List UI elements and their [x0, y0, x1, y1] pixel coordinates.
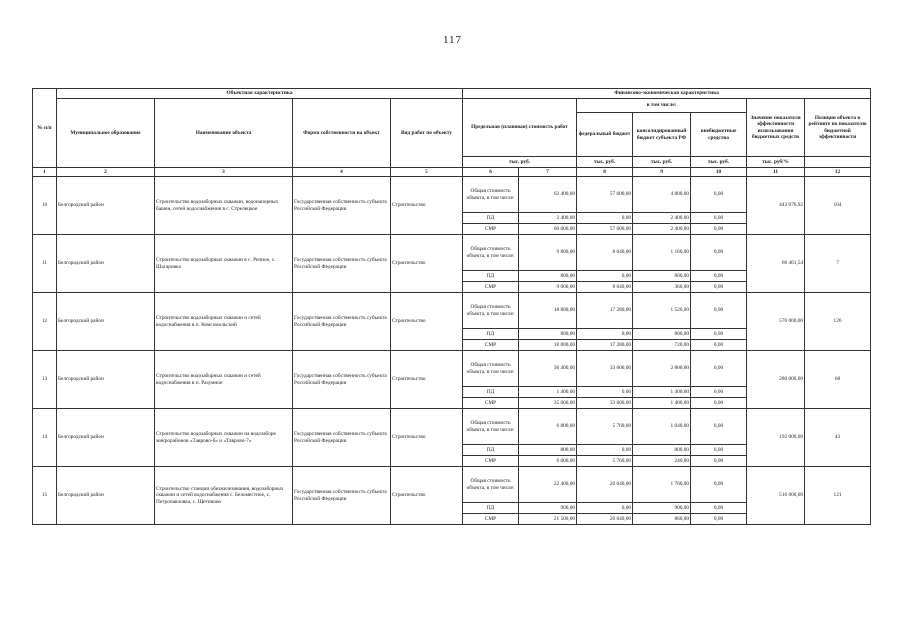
object-name-cell: Строительство водозаборных скважин и сетей водоснабжения в п. Комсомольский — [155, 293, 293, 351]
smr-label: СМР — [463, 456, 519, 467]
unit-extrabudget: тыс. руб. — [691, 157, 747, 168]
smr-label: СМР — [463, 514, 519, 525]
pd-extrabudget-value: 0,00 — [691, 271, 747, 282]
work-type-cell: Строительство — [391, 235, 463, 293]
extrabudget-value: 0,00 — [691, 409, 747, 445]
regional-value: 1 760,00 — [633, 467, 691, 503]
work-type-cell: Строительство — [391, 351, 463, 409]
pd-federal-value: 0,00 — [577, 445, 633, 456]
col-number: 7 — [519, 168, 577, 177]
pd-label: ПД — [463, 213, 519, 224]
pd-federal-value: 0,00 — [577, 213, 633, 224]
pd-extrabudget-value: 0,00 — [691, 329, 747, 340]
total-cost-label: Общая стоимость объекта, в том числе: — [463, 409, 519, 445]
smr-regional-value: 240,00 — [633, 456, 691, 467]
col-number: 6 — [463, 168, 519, 177]
col-number: 2 — [57, 168, 155, 177]
federal-value: 20 640,00 — [577, 467, 633, 503]
pd-label: ПД — [463, 329, 519, 340]
work-type-cell: Строительство — [391, 409, 463, 467]
rating-value: 7 — [805, 235, 871, 293]
total-cost-value: 22 400,00 — [519, 467, 577, 503]
smr-label: СМР — [463, 282, 519, 293]
pd-extrabudget-value: 0,00 — [691, 387, 747, 398]
smr-label: СМР — [463, 224, 519, 235]
table-row — [33, 351, 871, 387]
col-number: 9 — [633, 168, 691, 177]
unit-efficiency: тыс. руб/% — [747, 157, 805, 168]
federal-value: 8 640,00 — [577, 235, 633, 271]
header-extrabudget: внебюджетные средства — [691, 113, 747, 157]
smr-label: СМР — [463, 398, 519, 409]
smr-label: СМР — [463, 340, 519, 351]
total-cost-label: Общая стоимость объекта, в том числе: — [463, 293, 519, 329]
smr-total-value: 60 000,00 — [519, 224, 577, 235]
pd-federal-value: 0,00 — [577, 271, 633, 282]
extrabudget-value: 0,00 — [691, 351, 747, 387]
smr-regional-value: 2 400,00 — [633, 224, 691, 235]
pd-total-value: 800,00 — [519, 445, 577, 456]
smr-extrabudget-value: 0,00 — [691, 514, 747, 525]
rating-value: 104 — [805, 177, 871, 235]
pd-total-value: 1 400,00 — [519, 387, 577, 398]
page-number: 117 — [442, 34, 463, 46]
row-number: 10 — [33, 177, 57, 235]
pd-regional-value: 1 400,00 — [633, 387, 691, 398]
rating-value: 121 — [805, 467, 871, 525]
municipality-cell: Белгородский район — [57, 177, 155, 235]
header-federal: федеральный бюджет — [577, 113, 633, 157]
col-number: 11 — [747, 168, 805, 177]
pd-regional-value: 2 400,00 — [633, 213, 691, 224]
extrabudget-value: 0,00 — [691, 467, 747, 503]
efficiency-value: 443 076,92 — [747, 177, 805, 235]
smr-extrabudget-value: 0,00 — [691, 398, 747, 409]
table-row — [33, 293, 871, 329]
municipality-cell: Белгородский район — [57, 293, 155, 351]
smr-regional-value: 360,00 — [633, 282, 691, 293]
municipality-cell: Белгородский район — [57, 351, 155, 409]
smr-federal-value: 5 760,00 — [577, 456, 633, 467]
efficiency-value: 66 461,54 — [747, 235, 805, 293]
object-name-cell: Строительство водозаборных скважин и сетей водоснабжения в п. Разумное — [155, 351, 293, 409]
row-number: 14 — [33, 409, 57, 467]
table-row — [33, 409, 871, 445]
col-number: 8 — [577, 168, 633, 177]
regional-value: 1 160,00 — [633, 235, 691, 271]
pd-total-value: 800,00 — [519, 271, 577, 282]
header-efficiency: Значение показателя эффективности использования бюджетных средств — [747, 99, 805, 157]
unit-regional: тыс. руб. — [633, 157, 691, 168]
object-name-cell: Строительство водозаборных скважин в с. Репное, с. Шагаровка — [155, 235, 293, 293]
header-regional: консолидированный бюджет субъекта РФ — [633, 113, 691, 157]
table-row — [33, 467, 871, 503]
smr-extrabudget-value: 0,00 — [691, 456, 747, 467]
municipality-cell: Белгородский район — [57, 467, 155, 525]
pd-federal-value: 0,00 — [577, 329, 633, 340]
smr-regional-value: 860,00 — [633, 514, 691, 525]
header-group-object: Объектная характеристика — [57, 89, 463, 99]
object-name-cell: Строительство водозаборных скважин на водозаборе микрорайонов «Таврово-6» и «Таврово-7» — [155, 409, 293, 467]
total-cost-label: Общая стоимость объекта, в том числе: — [463, 177, 519, 213]
row-number: 13 — [33, 351, 57, 409]
header-rating: Позиция объекта в рейтинге по показателю бюджетной эффективности — [805, 99, 871, 157]
pd-total-value: 2 400,00 — [519, 213, 577, 224]
federal-value: 17 280,00 — [577, 293, 633, 329]
header-municipality: Муниципальное образование — [57, 99, 155, 168]
pd-label: ПД — [463, 271, 519, 282]
table-row — [33, 235, 871, 271]
smr-regional-value: 720,00 — [633, 340, 691, 351]
header-ownership: Форма собственности на объект — [293, 99, 391, 168]
row-number: 15 — [33, 467, 57, 525]
ownership-cell: Государственная собственность субъекта Российской Федерации — [293, 293, 391, 351]
pd-regional-value: 900,00 — [633, 503, 691, 514]
total-cost-label: Общая стоимость объекта, в том числе: — [463, 467, 519, 503]
extrabudget-value: 0,00 — [691, 293, 747, 329]
efficiency-value: 516 000,00 — [747, 467, 805, 525]
objects-table — [32, 88, 871, 525]
unit-cost: тыс. руб. — [463, 157, 577, 168]
regional-value: 1 040,00 — [633, 409, 691, 445]
municipality-cell: Белгородский район — [57, 409, 155, 467]
object-name-cell: Строительство водозаборных скважин, водонапорных башен, сетей водоснабжения в с. Стрелецкое — [155, 177, 293, 235]
smr-total-value: 9 000,00 — [519, 282, 577, 293]
object-name-cell: Строительство станции обезжелезивания, водозаборных скважин и сетей водоснабжения с. Беломестное, с. Петропавловка, с. Щетиново — [155, 467, 293, 525]
pd-regional-value: 800,00 — [633, 271, 691, 282]
work-type-cell: Строительство — [391, 467, 463, 525]
pd-label: ПД — [463, 387, 519, 398]
unit-federal: тыс. руб. — [577, 157, 633, 168]
table-row — [33, 177, 871, 213]
smr-extrabudget-value: 0,00 — [691, 224, 747, 235]
col-number: 3 — [155, 168, 293, 177]
work-type-cell: Строительство — [391, 177, 463, 235]
total-cost-value: 6 800,00 — [519, 409, 577, 445]
header-group-finance: Финансово-экономическая характеристика — [463, 89, 871, 99]
smr-total-value: 35 000,00 — [519, 398, 577, 409]
pd-regional-value: 800,00 — [633, 445, 691, 456]
header-max-cost: Предельная (плановая) стоимость работ — [463, 99, 577, 157]
header-object-name: Наименование объекта — [155, 99, 293, 168]
smr-federal-value: 8 640,00 — [577, 282, 633, 293]
table-body — [33, 177, 871, 525]
total-cost-value: 9 800,00 — [519, 235, 577, 271]
row-number: 12 — [33, 293, 57, 351]
pd-total-value: 900,00 — [519, 503, 577, 514]
smr-federal-value: 17 280,00 — [577, 340, 633, 351]
pd-extrabudget-value: 0,00 — [691, 213, 747, 224]
row-number: 11 — [33, 235, 57, 293]
ownership-cell: Государственная собственность субъекта Российской Федерации — [293, 177, 391, 235]
smr-federal-value: 57 600,00 — [577, 224, 633, 235]
ownership-cell: Государственная собственность субъекта Российской Федерации — [293, 351, 391, 409]
col-number: 12 — [805, 168, 871, 177]
federal-value: 57 600,00 — [577, 177, 633, 213]
federal-value: 5 760,00 — [577, 409, 633, 445]
col-number: 4 — [293, 168, 391, 177]
col-number: 5 — [391, 168, 463, 177]
header-including: в том числе: — [577, 99, 747, 113]
header-no: № п/п — [33, 89, 57, 168]
smr-federal-value: 33 600,00 — [577, 398, 633, 409]
pd-federal-value: 0,00 — [577, 503, 633, 514]
total-cost-value: 18 800,00 — [519, 293, 577, 329]
smr-extrabudget-value: 0,00 — [691, 282, 747, 293]
col-number: 1 — [33, 168, 57, 177]
total-cost-label: Общая стоимость объекта, в том числе: — [463, 351, 519, 387]
ownership-cell: Государственная собственность субъекта Российской Федерации — [293, 409, 391, 467]
pd-label: ПД — [463, 503, 519, 514]
smr-total-value: 6 000,00 — [519, 456, 577, 467]
efficiency-value: 576 000,00 — [747, 293, 805, 351]
smr-regional-value: 1 400,00 — [633, 398, 691, 409]
ownership-cell: Государственная собственность субъекта Российской Федерации — [293, 467, 391, 525]
pd-extrabudget-value: 0,00 — [691, 445, 747, 456]
pd-total-value: 800,00 — [519, 329, 577, 340]
extrabudget-value: 0,00 — [691, 177, 747, 213]
extrabudget-value: 0,00 — [691, 235, 747, 271]
rating-value: 68 — [805, 351, 871, 409]
rating-value: 43 — [805, 409, 871, 467]
efficiency-value: 192 000,00 — [747, 409, 805, 467]
total-cost-label: Общая стоимость объекта, в том числе: — [463, 235, 519, 271]
federal-value: 33 600,00 — [577, 351, 633, 387]
smr-total-value: 18 000,00 — [519, 340, 577, 351]
regional-value: 2 800,00 — [633, 351, 691, 387]
pd-extrabudget-value: 0,00 — [691, 503, 747, 514]
rating-value: 126 — [805, 293, 871, 351]
smr-extrabudget-value: 0,00 — [691, 340, 747, 351]
unit-rating — [805, 157, 871, 168]
efficiency-value: 280 000,00 — [747, 351, 805, 409]
total-cost-value: 62 400,00 — [519, 177, 577, 213]
total-cost-value: 36 400,00 — [519, 351, 577, 387]
pd-label: ПД — [463, 445, 519, 456]
municipality-cell: Белгородский район — [57, 235, 155, 293]
pd-regional-value: 800,00 — [633, 329, 691, 340]
ownership-cell: Государственная собственность субъекта Российской Федерации — [293, 235, 391, 293]
regional-value: 4 800,00 — [633, 177, 691, 213]
work-type-cell: Строительство — [391, 293, 463, 351]
col-number: 10 — [691, 168, 747, 177]
regional-value: 1 520,00 — [633, 293, 691, 329]
smr-federal-value: 20 640,00 — [577, 514, 633, 525]
smr-total-value: 21 500,00 — [519, 514, 577, 525]
pd-federal-value: 0,00 — [577, 387, 633, 398]
header-work-type: Вид работ по объекту — [391, 99, 463, 168]
